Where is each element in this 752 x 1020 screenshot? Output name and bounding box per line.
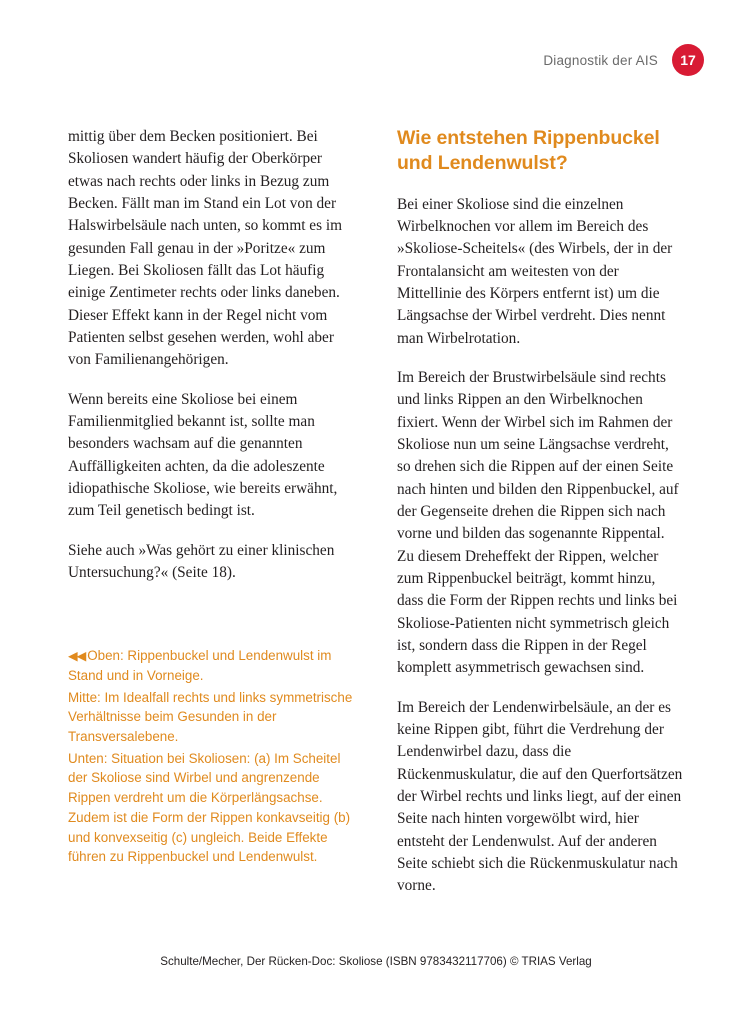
body-paragraph: Siehe auch »Was gehört zu einer klinischen Untersuchung?« (Seite 18). [68, 541, 335, 581]
page-footer: Schulte/Mecher, Der Rücken-Doc: Skoliose (ISBN 9783432117706) © TRIAS Verlag [160, 955, 592, 968]
caption-line: Unten: Situation bei Skoliosen: (a) Im Scheitel der Skoliose sind Wirbel und angrenzende Rippen verdreht um die Körperlängsachse. Zudem ist die Form der Rippen konkavseitig (b) und konvexseitig (c) ungleich. Beide Effekte führen zu Rippenbuckel und Lendenwulst. [68, 750, 351, 865]
body-paragraph: Im Bereich der Brustwirbelsäule sind rechts und links Rippen an den Wirbelknochen fixiert. Wenn der Wirbel sich im Rahmen der Skoliose nun um seine Längsachse verdreht, so drehen sich die Rippen auf der einen Seite nach hinten und bilden den Rippenbuckel, auf der Gegenseite drehen die Rippen sich nach vorne und bilden das sogenannte Rippental. Zu diesem Dreheffekt der Rippen, welcher zum Rippenbuckel beiträgt, kommt hinzu, dass die Form der Rippen rechts und links bei Skoliose-Patienten nicht symmetrisch gleich ist, sondern dass die Rippen in der Regel komplett asymmetrisch gewachsen sind. [397, 368, 679, 677]
caption-line-text: Oben: Rippenbuckel und Lendenwulst im Stand und in Vorneige. [68, 648, 332, 683]
running-title: Diagnostik der AIS [543, 52, 658, 68]
caption-line [68, 646, 355, 685]
page-number-badge: 17 [672, 44, 704, 76]
body-paragraph: Im Bereich der Lendenwirbelsäule, an der es keine Rippen gibt, führt die Verdrehung der Lendenwirbel dazu, dass die Rückenmuskulatur, die auf den Querfortsätzen der Wirbel rechts und links liegt, auf der einen Seite nach hinten vorgewölbt wird, hier entsteht der Lendenwulst. Auf der anderen Seite schiebt sich die Rückenmuskulatur nach vorne. [397, 698, 683, 895]
right-column [397, 126, 684, 898]
two-column-body [68, 126, 684, 898]
caption-arrow-icon: ◀◀ [68, 649, 86, 664]
caption-line: Mitte: Im Idealfall rechts und links symmetrische Verhältnisse beim Gesunden in der Transversalebene. [68, 689, 353, 745]
page-header [543, 44, 704, 76]
body-paragraph: mittig über dem Becken positioniert. Bei Skoliosen wandert häufig der Oberkörper etwas nach rechts oder links in Bezug zum Becken. Fällt man im Stand ein Lot von der Halswirbelsäule nach unten, so kommt es im gesunden Fall genau in der »Poritze« zum Liegen. Bei Skoliosen fällt das Lot häufig einige Zentimeter rechts oder links daneben. Dieser Effekt kann in der Regel nicht vom Patienten selbst gesehen werden, wohl aber von Familienangehörigen. [68, 128, 343, 369]
figure-caption [68, 646, 355, 867]
body-paragraph: Bei einer Skoliose sind die einzelnen Wirbelknochen vor allem im Bereich des »Skoliose-Scheitels« (des Wirbels, der in der Frontalansicht am weitesten von der Mittellinie des Körpers entfernt ist) um die Längsachse der Wirbel verdreht. Dies nennt man Wirbelrotation. [397, 195, 673, 347]
body-paragraph: Wenn bereits eine Skoliose bei einem Familienmitglied bekannt ist, sollte man besonders wachsam auf die genannten Auffälligkeiten achten, da die adoleszente idiopathische Skoliose, wie bereits erwähnt, zum Teil genetisch bedingt ist. [68, 390, 338, 520]
left-column [68, 126, 355, 898]
section-heading: Wie entstehen Rippenbuckel und Lendenwulst? [397, 127, 660, 175]
